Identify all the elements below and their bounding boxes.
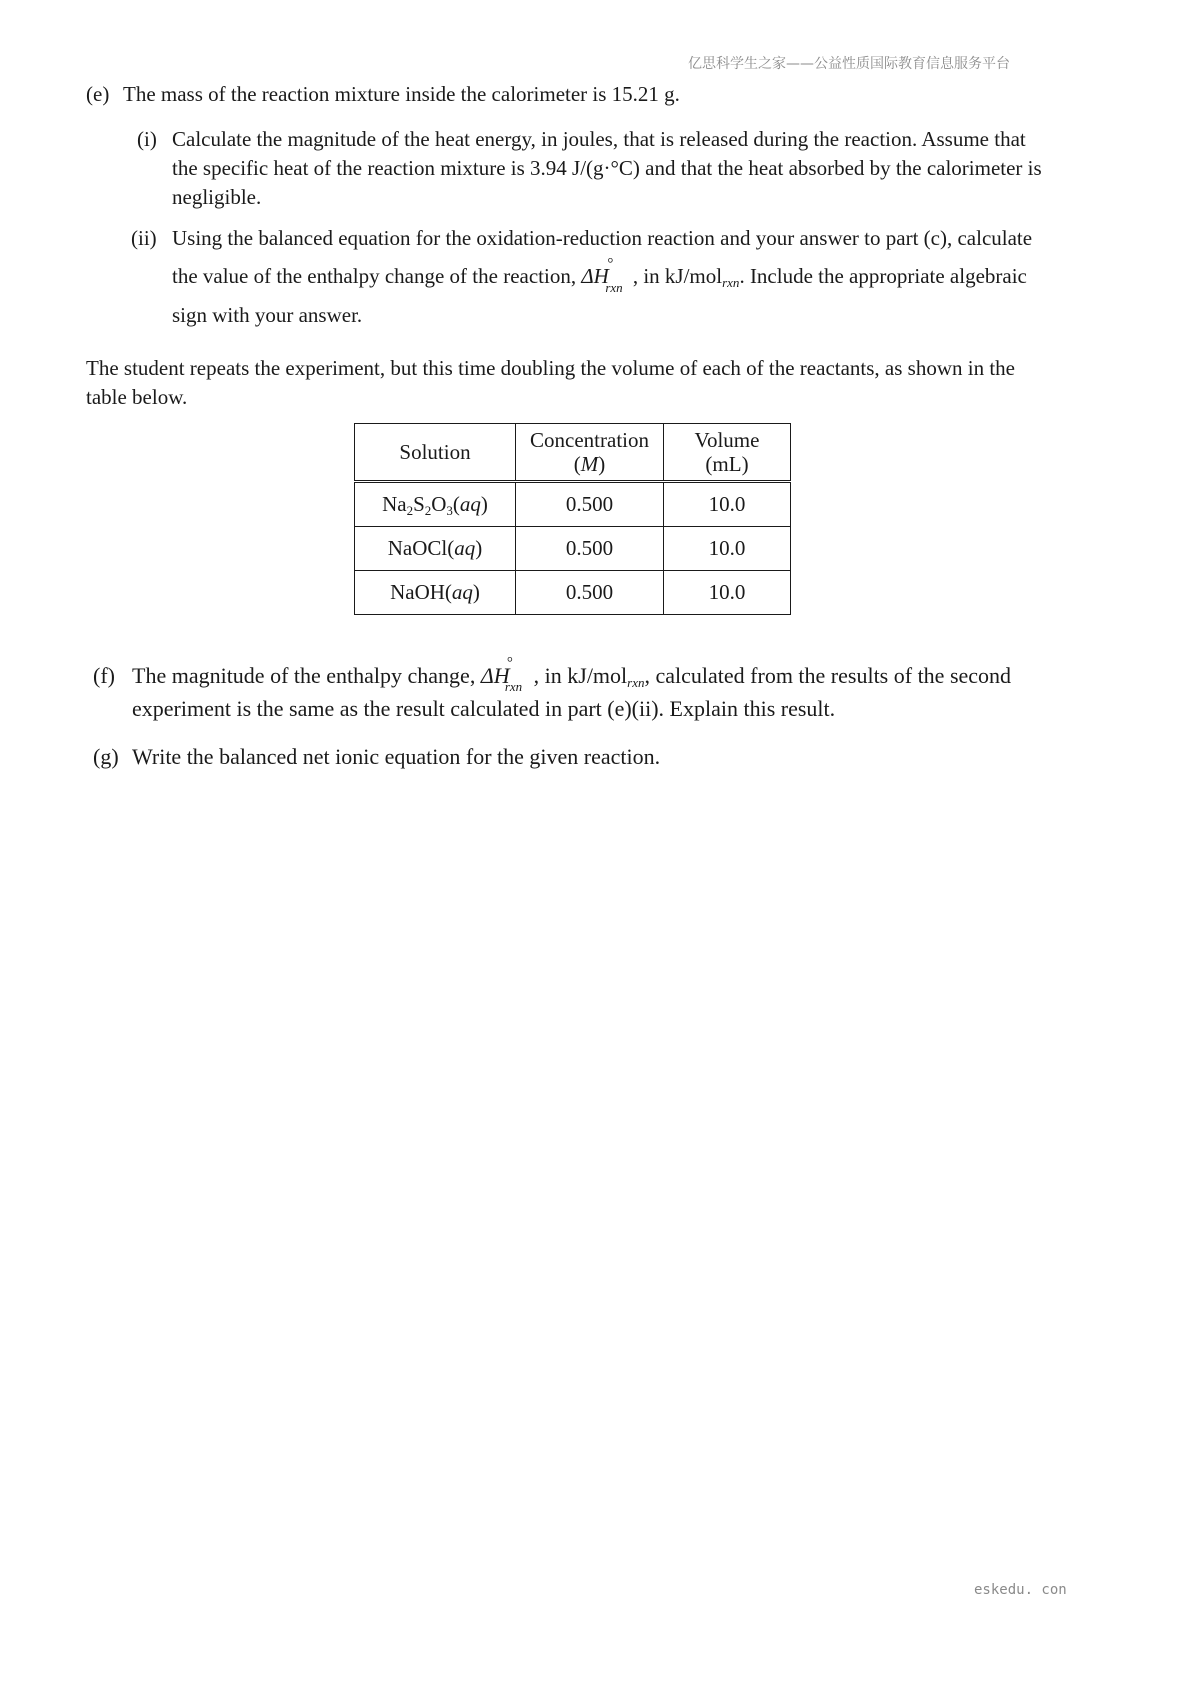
part-e-i-line2: the specific heat of the reaction mixture is 3.94 J/(g·°C) and that the heat absorbed by the calorimeter is (172, 156, 1042, 180)
part-e-text: The mass of the reaction mixture inside the calorimeter is 15.21 g. (123, 82, 680, 106)
part-e-label: (e) (86, 82, 110, 106)
intro-line2: table below. (86, 385, 188, 409)
part-e-i-line3: negligible. (172, 185, 262, 209)
part-f-line1: (f) The magnitude of the enthalpy change, ΔH ° rxn , in kJ/mol$_{rxn}$, calculated from the results of the second (93, 655, 1012, 694)
solution-cell: NaOH(aq) (355, 571, 516, 615)
watermark-header: 亿思科学生之家——公益性质国际教育信息服务平台 (688, 56, 1010, 72)
header-volume: Volume (mL) (664, 424, 791, 482)
part-e-i-line1: (i) Calculate the magnitude of the heat energy, in joules, that is released during the reaction. Assume that (137, 125, 1026, 154)
part-e-ii-label: (ii) (131, 226, 157, 250)
intro-line1: The student repeats the experiment, but this time doubling the volume of each of the reactants, as shown in the (86, 356, 1015, 380)
part-e-ii-line2: the value of the enthalpy change of the reaction, ΔH ° rxn , in kJ/mol$_{rxn}$. Include the appropriate algebraic (172, 256, 1027, 295)
volume-cell: 10.0 (664, 527, 791, 571)
solution-cell: NaOCl(aq) (355, 527, 516, 571)
header-solution: Solution (355, 424, 516, 482)
solution-cell: $Na_2S_2O_3(aq)$ (355, 482, 516, 527)
part-f-label: (f) (93, 663, 115, 688)
concentration-cell: 0.500 (516, 571, 664, 615)
concentration-cell: 0.500 (516, 482, 664, 527)
enthalpy-symbol: ΔH ° rxn (480, 655, 523, 694)
table-row (355, 571, 791, 615)
header-concentration: Concentration (M) (516, 424, 664, 482)
part-g-label: (g) (93, 744, 119, 769)
volume-cell: 10.0 (664, 482, 791, 527)
table-row (355, 527, 791, 571)
table-header-row (355, 424, 791, 482)
volume-cell: 10.0 (664, 571, 791, 615)
table-row (355, 482, 791, 527)
part-e-i-label: (i) (137, 127, 157, 151)
part-e-ii-line3: sign with your answer. (172, 303, 363, 327)
enthalpy-symbol: ΔH ° rxn (581, 256, 623, 295)
part-e (86, 80, 680, 109)
part-e-ii-line1: (ii) Using the balanced equation for the oxidation-reduction reaction and your answer to part (c), calculate (131, 224, 1032, 253)
part-f-line2: experiment is the same as the result calculated in part (e)(ii). Explain this result. (132, 696, 836, 721)
watermark-footer: eskedu. con (974, 1582, 1067, 1598)
concentration-cell: 0.500 (516, 527, 664, 571)
reactant-table (354, 423, 791, 615)
part-g: (g) Write the balanced net ionic equation for the given reaction. (93, 744, 661, 769)
